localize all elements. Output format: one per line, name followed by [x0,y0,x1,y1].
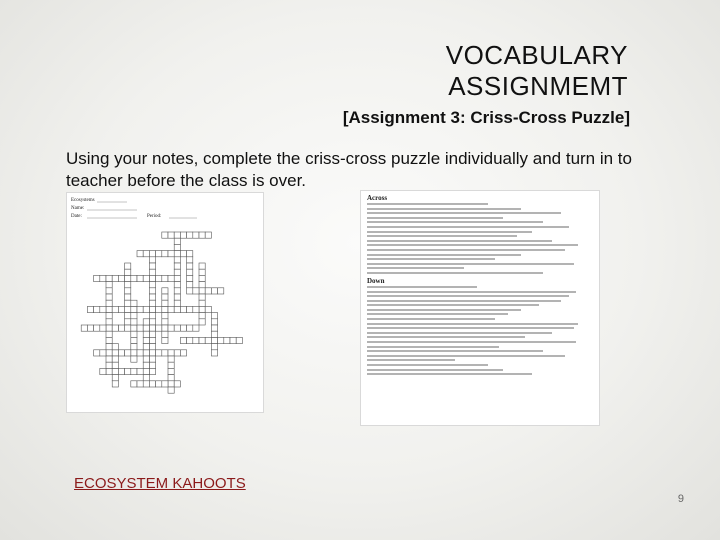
crossword-cell [205,337,211,343]
crossword-cell [180,337,186,343]
crossword-cell [149,257,155,263]
crossword-cell [100,275,106,281]
across-clue-line [367,254,521,256]
crossword-cell [100,325,106,331]
crossword-cell [168,251,174,257]
crossword-cell [162,294,168,300]
crossword-cell [106,325,112,331]
crossword-cell [112,350,118,356]
down-clue-line [367,313,508,315]
down-clue-line [367,318,495,320]
crossword-cell [187,288,193,294]
crossword-cell [112,344,118,350]
crossword-cell [187,251,193,257]
crossword-cell [149,337,155,343]
crossword-cell [193,306,199,312]
crossword-cell [156,275,162,281]
puzzle-header-title: Ecosystems [71,198,95,203]
crossword-cell [131,275,137,281]
crossword-cell [168,350,174,356]
crossword-cell [149,368,155,374]
down-clue-line [367,295,569,297]
crossword-puzzle-image [66,192,264,413]
across-clue-line [367,231,532,233]
crossword-cell [211,331,217,337]
crossword-cell [106,362,112,368]
crossword-cell [193,288,199,294]
crossword-cell [131,337,137,343]
crossword-cell [143,337,149,343]
crossword-cell [131,300,137,306]
crossword-cell [224,337,230,343]
crossword-cell [174,282,180,288]
crossword-cell [143,368,149,374]
crossword-cell [143,350,149,356]
crossword-cell [211,319,217,325]
crossword-cell [137,275,143,281]
crossword-cell [149,269,155,275]
crossword-cell [106,288,112,294]
page-number: 9 [677,493,684,505]
crossword-cell [199,337,205,343]
crossword-cell [168,362,174,368]
crossword-cell [106,275,112,281]
crossword-cell [199,313,205,319]
crossword-cell [137,251,143,257]
title-line-2: ASSIGNMEMT [448,71,628,101]
crossword-cell [118,306,124,312]
crossword-cell [168,375,174,381]
crossword-cell [211,337,217,343]
across-clue-line [367,258,495,260]
slide-title [446,40,628,102]
crossword-cell [187,269,193,275]
crossword-cell [211,344,217,350]
crossword-cell [162,306,168,312]
crossword-cell [180,232,186,238]
crossword-cell [125,319,131,325]
crossword-cell [168,232,174,238]
crossword-cell [218,337,224,343]
down-clue-line [367,323,578,325]
crossword-cell [174,288,180,294]
crossword-cell [156,325,162,331]
crossword-cell [174,381,180,387]
crossword-cell [199,319,205,325]
down-clue-line [367,341,576,343]
crossword-cell [149,300,155,306]
crossword-cell [112,368,118,374]
crossword-cell [143,362,149,368]
crossword-cell [211,350,217,356]
crossword-cell [106,331,112,337]
crossword-cell [162,288,168,294]
crossword-cell [106,294,112,300]
crossword-cell [230,337,236,343]
crossword-cell [125,288,131,294]
crossword-cell [162,331,168,337]
down-clue-line [367,369,503,371]
crossword-cell [149,325,155,331]
crossword-cell [137,350,143,356]
crossword-cell [94,306,100,312]
crossword-cell [149,350,155,356]
crossword-cell [137,306,143,312]
puzzle-header-name: Name: [71,206,85,211]
crossword-cell [162,337,168,343]
crossword-cell [174,251,180,257]
down-clue-line [367,300,561,302]
crossword-cell [187,257,193,263]
crossword-cell [149,282,155,288]
crossword-cell [187,275,193,281]
crossword-cell [174,269,180,275]
crossword-cell [94,350,100,356]
crossword-cell [87,325,93,331]
crossword-cell [193,325,199,331]
crossword-cell [149,362,155,368]
crossword-cell [211,313,217,319]
crossword-cell [149,294,155,300]
down-clue-line [367,327,574,329]
crossword-cell [106,313,112,319]
crossword-cell [125,368,131,374]
down-clue-line [367,336,525,338]
across-clue-lines [361,203,599,274]
crossword-cell [174,350,180,356]
crossword-cell [162,300,168,306]
crossword-cell [168,306,174,312]
crossword-cell [211,325,217,331]
crossword-cell [131,344,137,350]
crossword-cell [168,356,174,362]
crossword-cell [211,288,217,294]
crossword-cell [187,306,193,312]
crossword-cell [125,306,131,312]
crossword-cell [112,375,118,381]
across-clue-line [367,226,569,228]
crossword-cell [118,350,124,356]
crossword-cell [180,251,186,257]
crossword-cell [187,263,193,269]
crossword-cell [187,232,193,238]
crossword-cell [131,356,137,362]
across-heading: Across [367,194,388,202]
crossword-cell [125,263,131,269]
crossword-cell [149,306,155,312]
crossword-cell [118,275,124,281]
crossword-cell [143,381,149,387]
crossword-cell [199,282,205,288]
crossword-cell [162,251,168,257]
crossword-cell [100,306,106,312]
across-clue-line [367,240,552,242]
crossword-cell [143,306,149,312]
crossword-cell [174,306,180,312]
crossword-cell [149,331,155,337]
crossword-cell [199,294,205,300]
crossword-cell [156,306,162,312]
crossword-cell [168,325,174,331]
crossword-cell [125,300,131,306]
crossword-grid-graphic [67,193,263,412]
crossword-cell [193,337,199,343]
crossword-cell [143,344,149,350]
across-clue-line [367,267,464,269]
crossword-cell [218,288,224,294]
crossword-cell [143,275,149,281]
crossword-cell [174,232,180,238]
crossword-cell [187,282,193,288]
crossword-cell [112,356,118,362]
crossword-cell [106,368,112,374]
down-clue-line [367,373,532,375]
crossword-cell [143,331,149,337]
crossword-cell [143,325,149,331]
down-clue-line [367,350,543,352]
crossword-cell [143,356,149,362]
crossword-cell [125,282,131,288]
crossword-cell [106,350,112,356]
crossword-cell [106,282,112,288]
crossword-cell [112,306,118,312]
crossword-cell [118,368,124,374]
crossword-cell [149,313,155,319]
crossword-cell [125,350,131,356]
crossword-cell [168,275,174,281]
crossword-cell [143,251,149,257]
crossword-cell [180,325,186,331]
crossword-cell [149,356,155,362]
crossword-cell [174,257,180,263]
across-clue-line [367,249,565,251]
puzzle-header-date: Date: [71,214,82,219]
crossword-cell [162,325,168,331]
crossword-cell [162,232,168,238]
crossword-cell [125,269,131,275]
crossword-cell [174,238,180,244]
crossword-cell [199,232,205,238]
down-clue-line [367,286,477,288]
crossword-cell [125,325,131,331]
down-clue-line [367,304,539,306]
crossword-cell [106,319,112,325]
crossword-cell [174,244,180,250]
crossword-cell [118,325,124,331]
crossword-cell [106,300,112,306]
crossword-cell [174,263,180,269]
crossword-cell [106,306,112,312]
crossword-cell [94,275,100,281]
crossword-cell [143,375,149,381]
crossword-cell [112,275,118,281]
instructions-text: Using your notes, complete the criss-cross puzzle individually and turn in to teacher before the class is over. [66,149,632,190]
crossword-cell [162,381,168,387]
crossword-cell [236,337,242,343]
crossword-cell [156,251,162,257]
crossword-cell [131,331,137,337]
crossword-cell [199,300,205,306]
across-clue-line [367,208,521,210]
crossword-cell [168,381,174,387]
crossword-cell [149,263,155,269]
assignment-subtitle: [Assignment 3: Criss-Cross Puzzle] [342,108,630,127]
down-clue-line [367,291,576,293]
crossword-cell [205,288,211,294]
across-clue-line [367,263,574,265]
across-clue-line [367,212,561,214]
crossword-cell [174,294,180,300]
across-clue-line [367,235,517,237]
crossword-cell [149,381,155,387]
crossword-cell [162,313,168,319]
crossword-cell [112,325,118,331]
down-clue-line [367,332,552,334]
down-heading: Down [367,276,385,285]
down-clue-lines [361,286,599,375]
crossword-cell [149,275,155,281]
crossword-cell [131,319,137,325]
down-clue-line [367,355,565,357]
crossword-cell [156,350,162,356]
crossword-cell [149,344,155,350]
crossword-cell [149,288,155,294]
crossword-cell [100,368,106,374]
crossword-cell [106,344,112,350]
crossword-cell [187,325,193,331]
crossword-cell [187,337,193,343]
crossword-cell [143,319,149,325]
down-clue-line [367,364,488,366]
crossword-cell [162,350,168,356]
crossword-cell [81,325,87,331]
crossword-cell [137,368,143,374]
crossword-cell [180,306,186,312]
crossword-cell [199,269,205,275]
crossword-cell [106,356,112,362]
crossword-cell [168,368,174,374]
crossword-cell [174,275,180,281]
crossword-cell [199,275,205,281]
crossword-cell [199,263,205,269]
crossword-cell [149,251,155,257]
across-clue-line [367,272,543,274]
crossword-cell [205,306,211,312]
crossword-cell [149,319,155,325]
crossword-cell [125,275,131,281]
crossword-cell [162,319,168,325]
across-clue-line [367,203,488,205]
crossword-cell [137,381,143,387]
across-clue-line [367,244,578,246]
down-clue-line [367,346,499,348]
crossword-cell [131,368,137,374]
title-line-1: VOCABULARY [445,40,628,70]
ecosystem-kahoots-link[interactable]: ECOSYSTEM KAHOOTS [74,475,246,492]
crossword-cell [112,381,118,387]
crossword-cell [100,350,106,356]
crossword-cell [131,350,137,356]
crossword-cell [131,306,137,312]
across-clue-line [367,221,543,223]
puzzle-header-period: Period: [147,214,162,219]
crossword-clues-image [360,190,600,426]
crossword-cell [94,325,100,331]
crossword-cell [87,306,93,312]
down-clue-line [367,359,455,361]
crossword-cell [199,288,205,294]
crossword-cell [199,306,205,312]
crossword-cell [156,381,162,387]
crossword-cell [125,294,131,300]
crossword-cell [106,337,112,343]
crossword-cell [125,313,131,319]
crossword-cell [174,325,180,331]
crossword-cell [205,232,211,238]
crossword-cell [131,325,137,331]
crossword-cell [137,325,143,331]
crossword-cell [193,232,199,238]
crossword-cell [180,350,186,356]
down-clue-line [367,309,521,311]
crossword-cell [131,381,137,387]
crossword-cell [168,387,174,393]
crossword-cell [131,313,137,319]
crossword-cell [162,275,168,281]
crossword-cell [174,300,180,306]
crossword-cell [112,362,118,368]
across-clue-line [367,217,503,219]
